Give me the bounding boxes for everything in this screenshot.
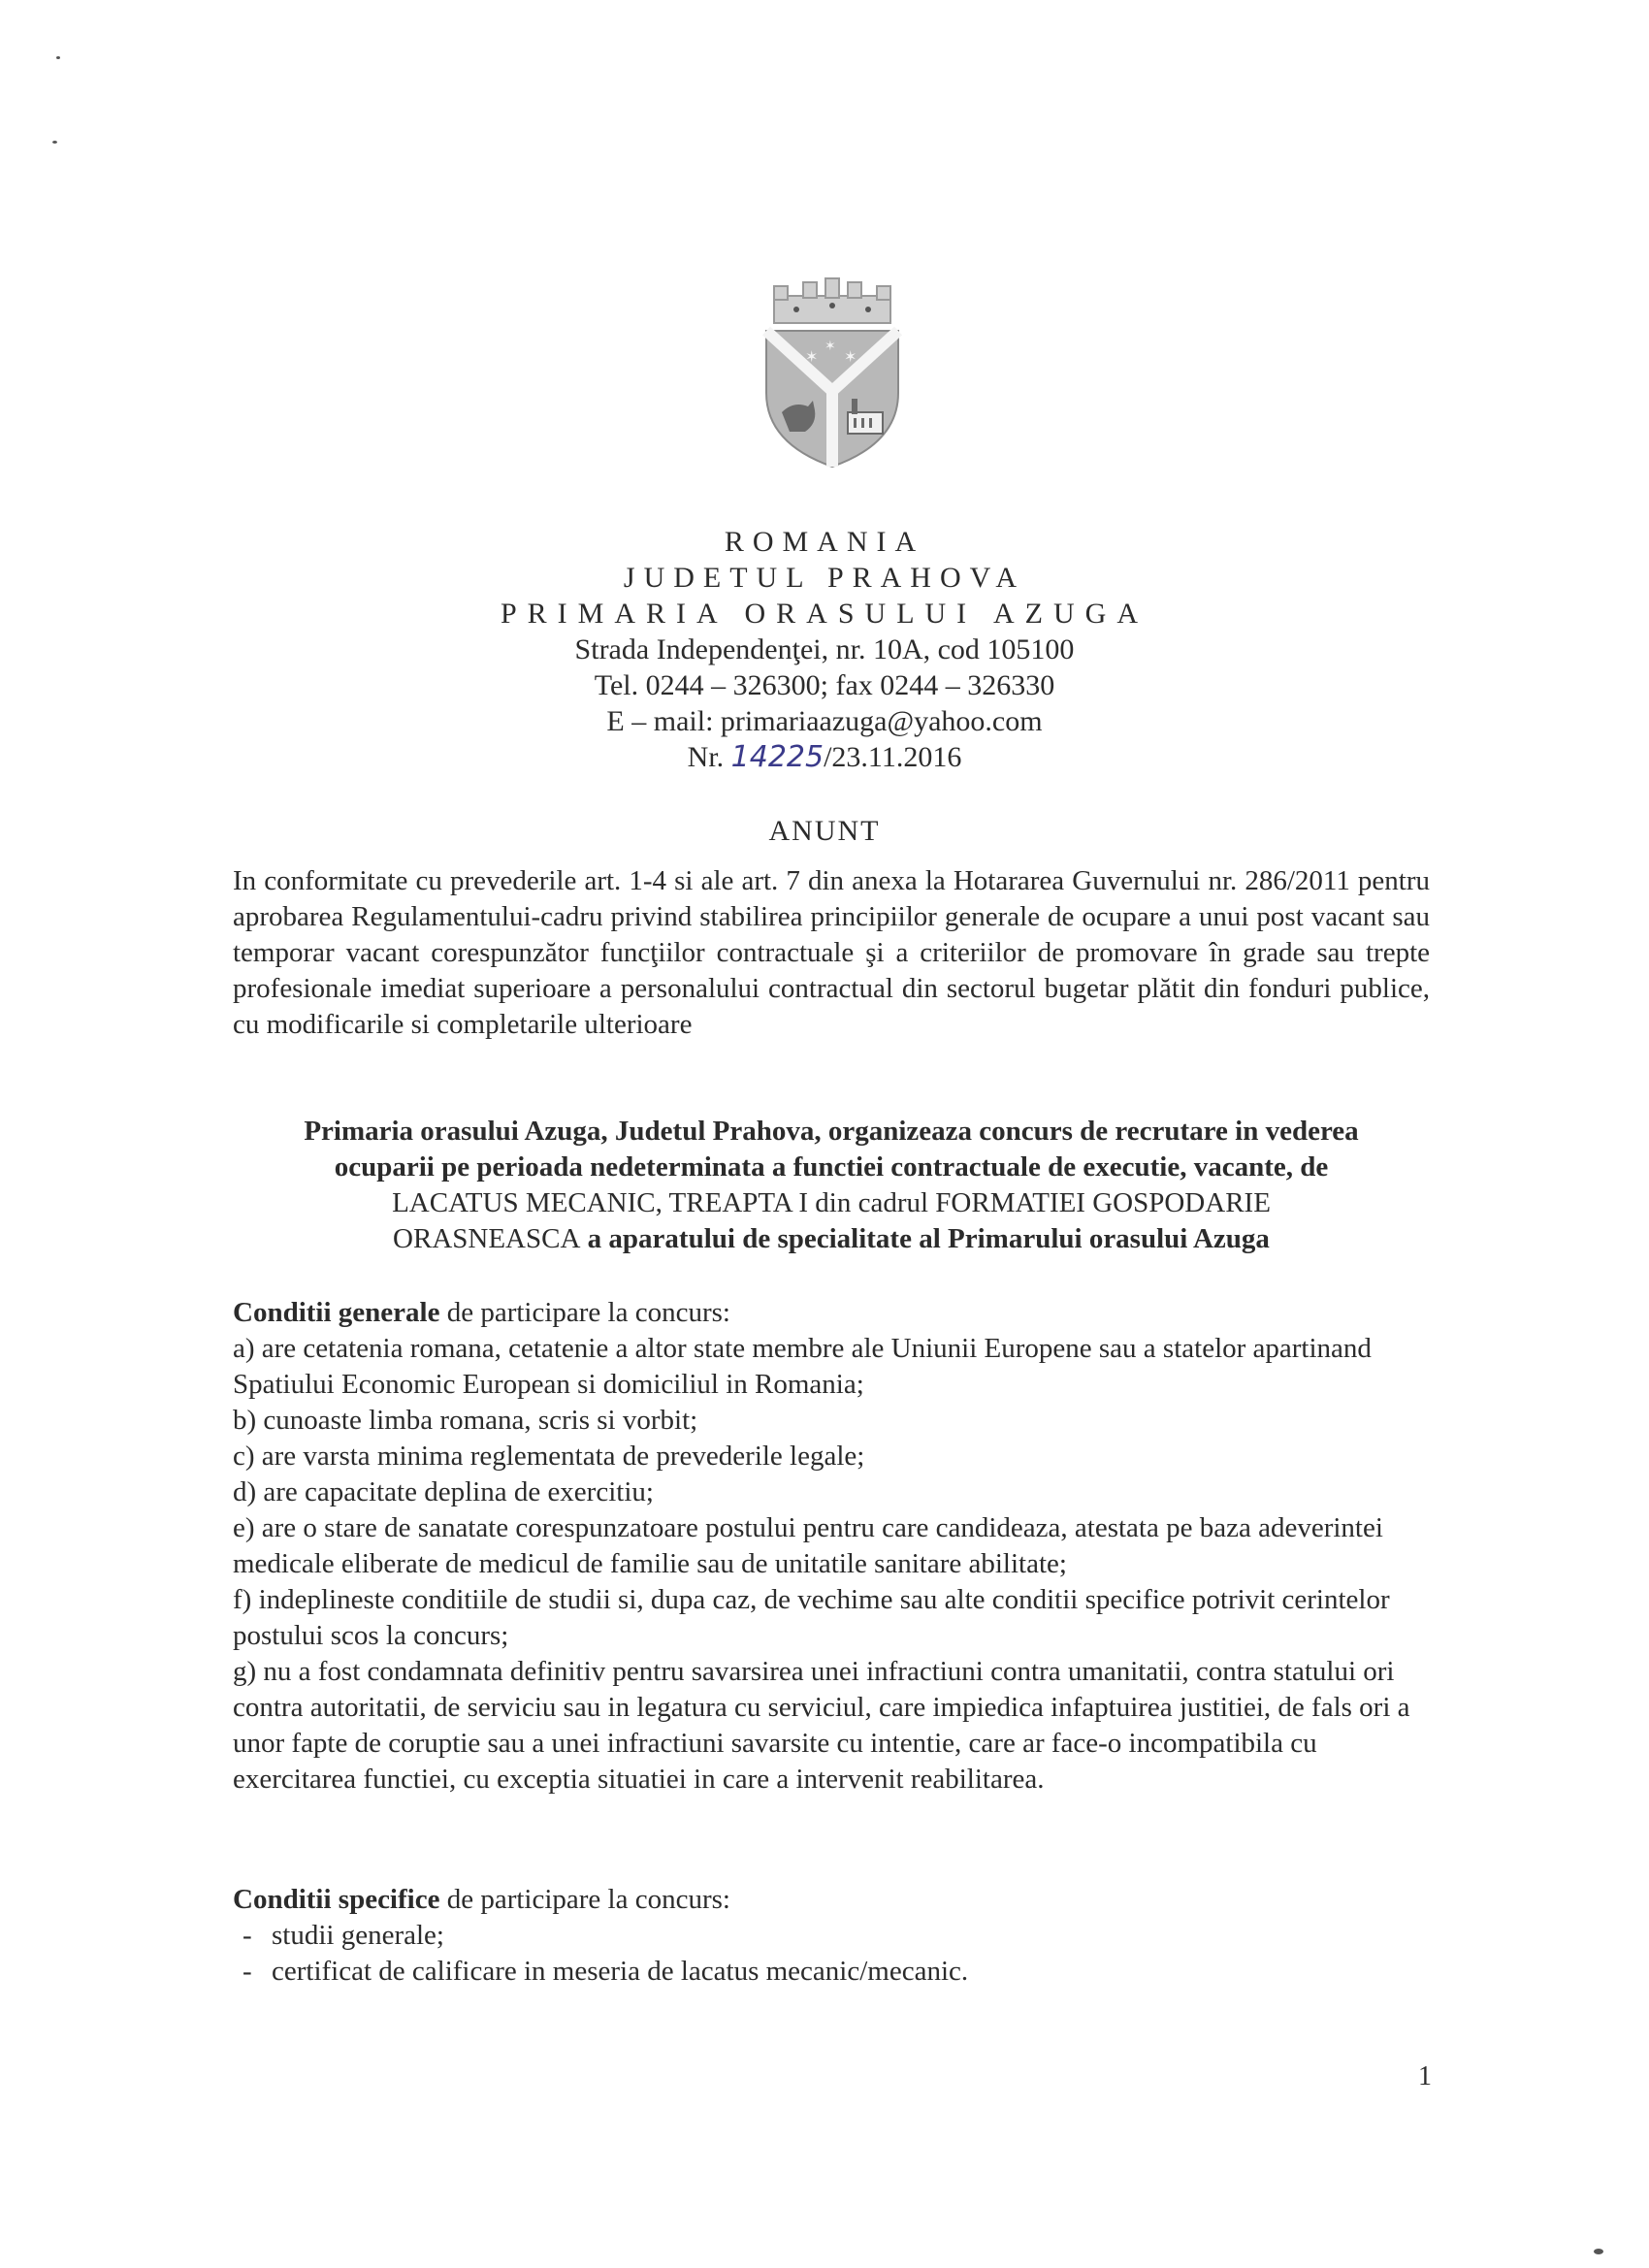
svg-text:✶: ✶ — [824, 339, 836, 354]
phone-fax: Tel. 0244 – 326300; fax 0244 – 326330 — [594, 669, 1055, 701]
scan-speck — [52, 141, 57, 144]
announcement-line-rest: a aparatului de specialitate al Primarului orasului Azuga — [580, 1223, 1270, 1254]
announcement-line — [223, 1221, 1439, 1257]
nr-handwritten: 14225 — [730, 740, 824, 774]
dash-bullet: - — [242, 1920, 252, 1951]
general-conditions-section — [233, 1295, 1436, 1798]
list-item: b) cunoaste limba romana, scris si vorbit; — [233, 1405, 698, 1436]
letterhead — [0, 524, 1649, 775]
intro-paragraph: In conformitate cu prevederile art. 1-4 si ale art. 7 din anexa la Hotararea Guvernului nr. 286/2011 pentru aprobarea Regulamentului-cadru privind stabilirea principiilor generale de ocupare a unui post vacant sau temporar vacant corespunzător funcţiilor contractuale şi a criteriilor de promovare în grade sau trepte profesionale imediat superioare a personalului contractual din sectorul bugetar plătit din fonduri publice, cu modificarile si completarile ulterioare — [233, 865, 1430, 1040]
scan-speck — [1594, 2249, 1603, 2254]
office-name: PRIMARIA ORASULUI AZUGA — [500, 598, 1149, 630]
dash-bullet: - — [242, 1956, 252, 1987]
document-title: ANUNT — [768, 815, 881, 847]
section-heading-rest: de participare la concurs: — [439, 1297, 730, 1328]
address: Strada Independenţei, nr. 10A, cod 105100 — [574, 633, 1075, 665]
announcement-line: Primaria orasului Azuga, Judetul Prahova, organizeaza concurs de recrutare in vederea — [304, 1116, 1359, 1147]
page-number: 1 — [1418, 2061, 1432, 2091]
list-item: d) are capacitate deplina de exercitiu; — [233, 1476, 654, 1507]
country-name: ROMANIA — [724, 526, 925, 558]
list-item-text: studii generale; — [272, 1920, 444, 1951]
list-item: a) are cetatenia romana, cetatenie a altor state membre ale Uniunii Europene sau a statelor apartinand Spatiului Economic European si domiciliul in Romania; — [233, 1333, 1372, 1400]
section-heading — [233, 1295, 1436, 1331]
svg-text:✶: ✶ — [844, 347, 857, 366]
list-item: e) are o stare de sanatate corespunzatoare postului pentru care candideaza, atestata pe baza adeverintei medicale eliberate de medicul de familie sau de unitatile sanitare abilitate; — [233, 1512, 1383, 1579]
list-item — [233, 1954, 1436, 1990]
announcement-line: ocuparii pe perioada nedeterminata a functiei contractuale de executie, vacante, de — [334, 1151, 1329, 1183]
list-item: g) nu a fost condamnata definitiv pentru savarsirea unei infractiuni contra umanitatii, contra statului ori contra autoritatii, de serviciu sau in legatura cu serviciul, care impiedica infaptuirea justitiei, de fals ori a unor fapte de coruptie sau a unei infractiuni savarsite cu intentie, care ar face-o incompatibila cu exercitarea functiei, cu exceptia situatiei in care a intervenit reabilitarea. — [233, 1656, 1410, 1795]
email: E – mail: primariaazuga@yahoo.com — [606, 705, 1043, 737]
list-item-text: certificat de calificare in meseria de lacatus mecanic/mecanic. — [272, 1956, 969, 1987]
announcement-term: ORASNEASCA — [393, 1223, 581, 1254]
coat-of-arms-icon — [755, 276, 910, 470]
specific-conditions-section — [233, 1882, 1436, 1990]
scan-speck — [56, 56, 60, 59]
section-heading-bold: Conditii generale — [233, 1297, 440, 1328]
section-heading-rest: de participare la concurs: — [439, 1884, 730, 1915]
nr-date: /23.11.2016 — [824, 741, 962, 773]
list-item: c) are varsta minima reglementata de prevederile legale; — [233, 1441, 865, 1472]
county-name: JUDETUL PRAHOVA — [623, 562, 1026, 594]
svg-text:✶: ✶ — [805, 347, 819, 366]
section-heading — [233, 1882, 1436, 1918]
nr-prefix: Nr. — [687, 741, 725, 773]
list-item: f) indeplineste conditiile de studii si, dupa caz, de vechime sau alte conditii specifice potrivit cerintelor postului scos la concurs; — [233, 1584, 1390, 1651]
announcement-block — [223, 1114, 1439, 1257]
announcement-line: LACATUS MECANIC, TREAPTA I din cadrul FORMATIEI GOSPODARIE — [392, 1187, 1271, 1218]
section-heading-bold: Conditii specifice — [233, 1884, 440, 1915]
list-item — [233, 1918, 1436, 1954]
registration-number — [0, 739, 1649, 775]
